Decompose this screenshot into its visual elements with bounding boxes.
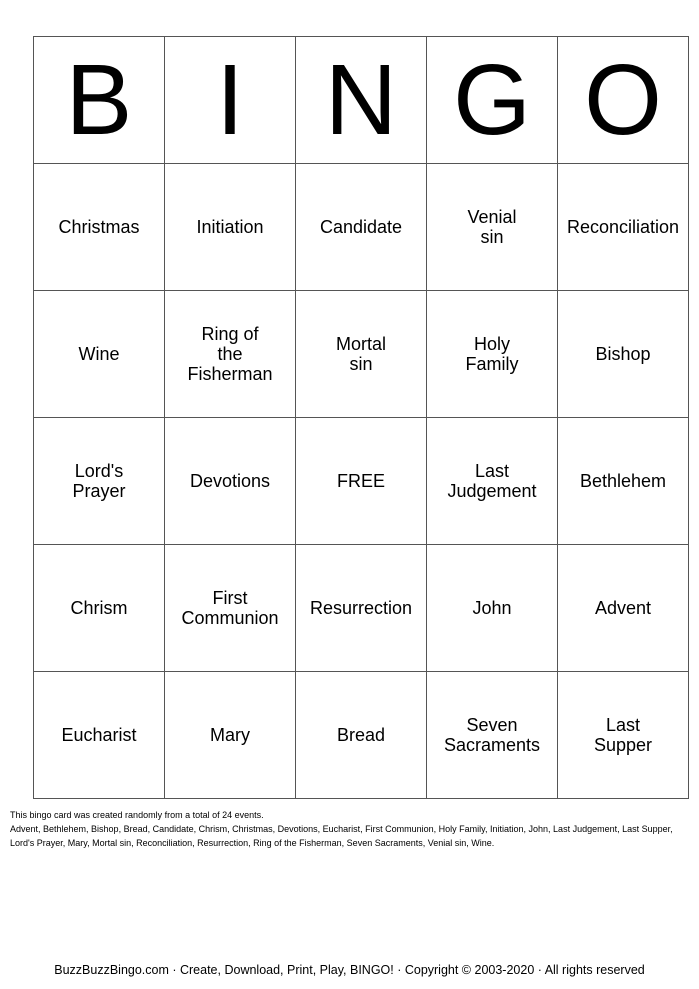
header-cell-n (296, 37, 427, 164)
cell-text: Wine (78, 343, 120, 364)
cell-text: Last Supper (593, 714, 653, 755)
bingo-row-2 (34, 291, 689, 418)
event-info (10, 808, 692, 850)
bingo-cell (165, 291, 296, 418)
header-cell-b (34, 37, 165, 164)
bingo-cell (296, 545, 427, 672)
header-cell-i (165, 37, 296, 164)
bingo-row-4 (34, 545, 689, 672)
cell-text: Bishop (595, 343, 651, 364)
bingo-row-3 (34, 418, 689, 545)
cell-text: Resurrection (309, 597, 413, 618)
cell-text: Lord's Prayer (72, 460, 126, 501)
cell-text: Devotions (189, 470, 271, 491)
cell-text: Bread (336, 724, 386, 745)
bingo-cell (165, 545, 296, 672)
cell-text: Mortal sin (335, 333, 386, 374)
header-letter: I (216, 44, 244, 156)
bingo-row-1 (34, 164, 689, 291)
cell-text: Ring of the Fisherman (187, 323, 273, 384)
cell-text: Seven Sacraments (443, 714, 541, 755)
bingo-cell (558, 545, 689, 672)
cell-text: John (472, 597, 512, 618)
cell-text: Holy Family (465, 333, 519, 374)
bingo-cell (165, 164, 296, 291)
header-letter: B (65, 44, 133, 156)
cell-text: Christmas (58, 216, 140, 237)
bingo-cell (34, 545, 165, 672)
bingo-cell (34, 672, 165, 799)
bingo-cell (296, 291, 427, 418)
bingo-card (33, 36, 689, 799)
free-space-cell (296, 418, 427, 545)
bingo-row-5 (34, 672, 689, 799)
header-cell-g (427, 37, 558, 164)
bingo-cell (427, 164, 558, 291)
bingo-header-row (34, 37, 689, 164)
cell-text: Initiation (196, 216, 264, 237)
bingo-cell (34, 291, 165, 418)
bingo-cell (558, 164, 689, 291)
header-letter: N (324, 44, 398, 156)
bingo-cell (165, 418, 296, 545)
bingo-cell (558, 418, 689, 545)
cell-text: Bethlehem (579, 470, 667, 491)
cell-text: Last Judgement (447, 460, 537, 501)
cell-text: Reconciliation (566, 216, 680, 237)
bingo-cell (34, 418, 165, 545)
bingo-cell (34, 164, 165, 291)
bingo-cell (558, 672, 689, 799)
cell-text: Chrism (70, 597, 128, 618)
cell-text: Eucharist (61, 724, 137, 745)
cell-text: Advent (594, 597, 652, 618)
bingo-cell (427, 418, 558, 545)
bingo-cell (296, 164, 427, 291)
header-cell-o (558, 37, 689, 164)
event-list: Advent, Bethlehem, Bishop, Bread, Candidate, Chrism, Christmas, Devotions, Eucharist, First Communion, Holy Family, Initiation, John, Last Judgement, Last Supper, Lord's Prayer, Mary, Mortal sin, Reconciliation, Resurrection, Ring of the Fisherman, Seven Sacraments, Venial sin, Wine. (10, 824, 673, 848)
free-space-text: FREE (336, 470, 385, 491)
bingo-cell (427, 672, 558, 799)
cell-text: First Communion (181, 587, 279, 628)
cell-text: Mary (210, 724, 250, 745)
cell-text: Venial sin (467, 206, 517, 247)
footer-copyright: BuzzBuzzBingo.com · Create, Download, Print, Play, BINGO! · Copyright © 2003-2020 · All rights reserved (54, 963, 645, 977)
header-letter: G (453, 44, 531, 156)
created-note: This bingo card was created randomly from a total of 24 events. (10, 810, 264, 820)
bingo-cell (427, 291, 558, 418)
bingo-cell (296, 672, 427, 799)
header-letter: O (584, 44, 662, 156)
cell-text: Candidate (319, 216, 403, 237)
bingo-cell (427, 545, 558, 672)
bingo-cell (558, 291, 689, 418)
bingo-cell (165, 672, 296, 799)
